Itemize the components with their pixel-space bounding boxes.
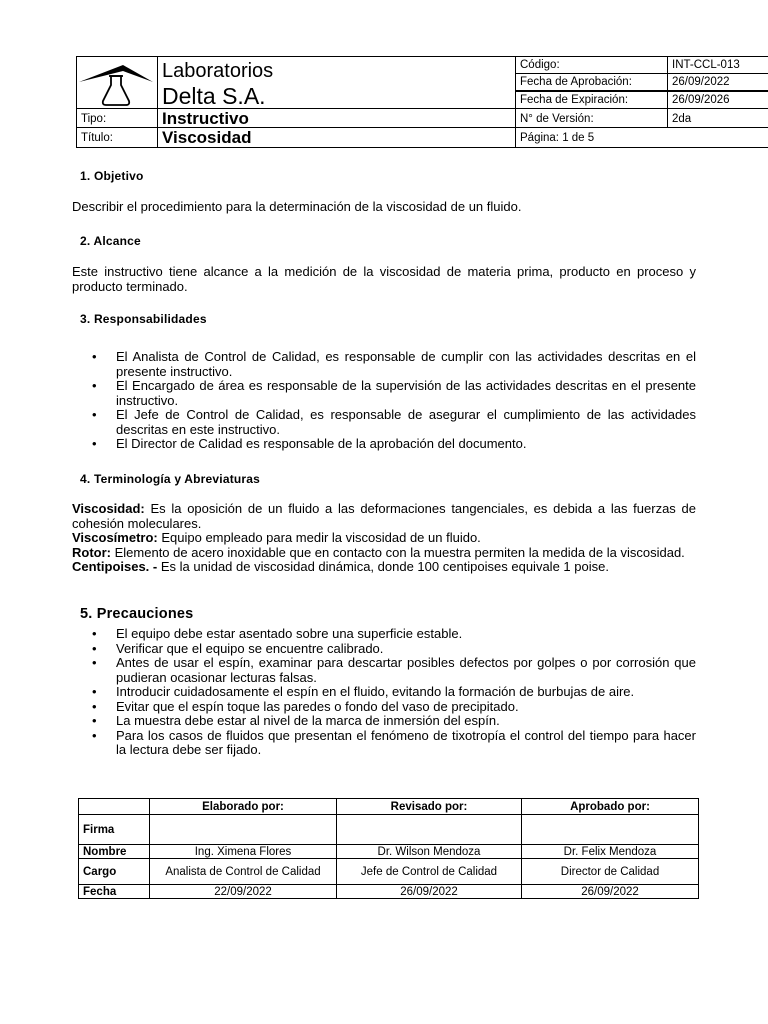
section-terminologia-title: 4. Terminología y Abreviaturas xyxy=(80,472,261,486)
list-item: • Evitar que el espín toque las paredes o fondo del vaso de precipitado. xyxy=(92,700,696,715)
list-item: • Introducir cuidadosamente el espín en el fluido, evitando la formación de burbujas de aire. xyxy=(92,685,696,700)
terminology-list xyxy=(72,502,696,575)
name-cell: Dr. Wilson Mendoza xyxy=(337,845,522,859)
row-label-cargo: Cargo xyxy=(79,859,150,885)
section-objetivo-text: Describir el procedimiento para la determinación de la viscosidad de un fluido. xyxy=(72,199,522,214)
term-viscosidad xyxy=(72,502,696,531)
position-cell: Director de Calidad xyxy=(522,859,699,885)
position-cell: Analista de Control de Calidad xyxy=(150,859,337,885)
logo-cell xyxy=(76,56,158,109)
row-label-nombre: Nombre xyxy=(79,845,150,859)
title-value: Viscosidad xyxy=(157,127,516,148)
code-label: Código: xyxy=(515,56,668,74)
corner-cell xyxy=(79,799,150,815)
table-row xyxy=(79,885,699,899)
list-item: • Verificar que el equipo se encuentre calibrado. xyxy=(92,642,696,657)
term-definition: Es la unidad de viscosidad dinámica, donde 100 centipoises equivale 1 poise. xyxy=(157,559,609,574)
version-value: 2da xyxy=(667,108,768,128)
list-item: • La muestra debe estar al nivel de la marca de inmersión del espín. xyxy=(92,714,696,729)
table-row xyxy=(79,799,699,815)
document-header xyxy=(76,56,740,148)
term-label: Viscosímetro: xyxy=(72,530,158,545)
date-cell: 26/09/2022 xyxy=(337,885,522,899)
title-label: Título: xyxy=(76,127,158,148)
list-item: • El Analista de Control de Calidad, es responsable de cumplir con las actividades descritas en el presente instructivo. xyxy=(92,350,696,379)
list-item: • El Director de Calidad es responsable de la aprobación del documento. xyxy=(92,437,696,452)
table-row xyxy=(79,815,699,845)
term-rotor xyxy=(72,546,696,561)
flask-logo-icon xyxy=(77,57,157,109)
row-label-firma: Firma xyxy=(79,815,150,845)
header-revisado: Revisado por: xyxy=(337,799,522,815)
term-definition: Es la oposición de un fluido a las deformaciones tangenciales, es debida a las fuerzas de cohesión moleculares. xyxy=(72,501,696,531)
term-definition: Elemento de acero inoxidable que en contacto con la muestra permiten la medida de la viscosidad. xyxy=(111,544,685,560)
term-viscosimetro xyxy=(72,531,696,546)
section-precauciones-title: 5. Precauciones xyxy=(80,606,194,622)
expiration-date-value: 26/09/2026 xyxy=(667,91,768,109)
list-item: • El equipo debe estar asentado sobre una superficie estable. xyxy=(92,627,696,642)
term-label: Viscosidad: xyxy=(72,501,145,516)
name-cell: Ing. Ximena Flores xyxy=(150,845,337,859)
list-item: • El Jefe de Control de Calidad, es responsable de asegurar el cumplimiento de las actividades descritas en este instructivo. xyxy=(92,408,696,437)
approval-date-value: 26/09/2022 xyxy=(667,73,768,91)
date-cell: 26/09/2022 xyxy=(522,885,699,899)
section-alcance-text: Este instructivo tiene alcance a la medición de la viscosidad de materia prima, producto en proceso y producto terminado. xyxy=(72,264,696,294)
company-name-cell xyxy=(157,56,516,109)
term-label: Centipoises. - xyxy=(72,559,158,574)
approval-date-label: Fecha de Aprobación: xyxy=(515,73,668,91)
term-centipoises xyxy=(72,560,696,575)
term-label: Rotor: xyxy=(72,544,111,560)
page-number: Página: 1 de 5 xyxy=(515,127,768,148)
type-label: Tipo: xyxy=(76,108,158,128)
signature-table xyxy=(78,798,699,899)
responsabilidades-list xyxy=(92,350,696,452)
header-elaborado: Elaborado por: xyxy=(150,799,337,815)
company-name-line2: Delta S.A. xyxy=(162,83,266,109)
section-alcance-title: 2. Alcance xyxy=(80,234,141,248)
list-item: • Para los casos de fluidos que presentan el fenómeno de tixotropía el control del tiempo para hacer la lectura debe ser fijado. xyxy=(92,729,696,758)
row-label-fecha: Fecha xyxy=(79,885,150,899)
term-definition: Equipo empleado para medir la viscosidad de un fluido. xyxy=(157,530,481,545)
signature-cell xyxy=(337,815,522,845)
section-objetivo-title: 1. Objetivo xyxy=(80,169,144,183)
company-name-line1: Laboratorios xyxy=(162,60,274,82)
type-value: Instructivo xyxy=(157,108,516,128)
expiration-date-label: Fecha de Expiración: xyxy=(515,91,668,109)
table-row xyxy=(79,845,699,859)
list-item: • Antes de usar el espín, examinar para descartar posibles defectos por golpes o por corrosión que pudieran ocasionar lecturas falsas. xyxy=(92,656,696,685)
signature-cell xyxy=(150,815,337,845)
signature-cell xyxy=(522,815,699,845)
version-label: N° de Versión: xyxy=(515,108,668,128)
position-cell: Jefe de Control de Calidad xyxy=(337,859,522,885)
list-item: • El Encargado de área es responsable de la supervisión de las actividades descritas en el presente instructivo. xyxy=(92,379,696,408)
header-aprobado: Aprobado por: xyxy=(522,799,699,815)
precauciones-list xyxy=(92,627,696,758)
table-row xyxy=(79,859,699,885)
date-cell: 22/09/2022 xyxy=(150,885,337,899)
name-cell: Dr. Felix Mendoza xyxy=(522,845,699,859)
code-value: INT-CCL-013 xyxy=(667,56,768,74)
section-responsabilidades-title: 3. Responsabilidades xyxy=(80,312,207,326)
